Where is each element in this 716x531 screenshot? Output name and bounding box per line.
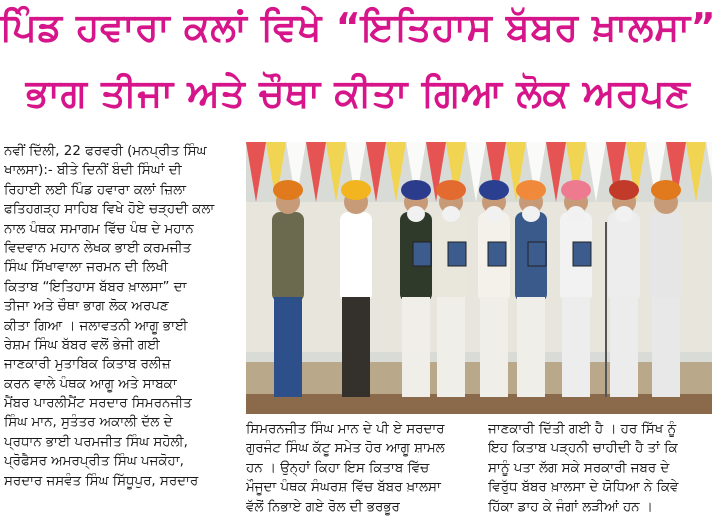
person-beard bbox=[522, 206, 540, 222]
person-legs bbox=[610, 297, 638, 397]
book bbox=[413, 242, 431, 266]
person-legs bbox=[652, 297, 680, 397]
article-line: ਹਿੱਕਾ ਡਾਹ ਕੇ ਜੰਗਾਂ ਲੜੀਆਂ ਹਨ । bbox=[488, 499, 653, 515]
article-line: ਖਾਲਸਾ):- ਬੀਤੇ ਦਿਨੀਂ ਬੰਦੀ ਸਿੰਘਾਂ ਦੀ bbox=[4, 163, 182, 179]
article-line: ਪ੍ਰਧਾਨ ਭਾਈ ਪਰਮਜੀਤ ਸਿੰਘ ਸਹੋਲੀ, bbox=[4, 434, 188, 450]
article-line: ਸਾਨੂੰ ਪਤਾ ਲੱਗ ਸਕੇ ਸਰਕਾਰੀ ਜਬਰ ਦੇ bbox=[488, 460, 670, 476]
article-line: ਮੈਂਬਰ ਪਾਰਲੀਮੈਂਟ ਸਰਦਾਰ ਸਿਮਰਨਜੀਤ bbox=[4, 396, 192, 412]
article-line: ਵਿਦਵਾਨ ਮਹਾਨ ਲੇਖਕ ਭਾਈ ਕਰਮਜੀਤ bbox=[4, 240, 192, 256]
person-beard bbox=[615, 206, 633, 222]
article-column-middle bbox=[246, 420, 480, 517]
book bbox=[528, 242, 546, 266]
person-turban bbox=[561, 180, 591, 200]
article-line: ਤੀਜਾ ਅਤੇ ਚੌਥਾ ਭਾਗ ਲੋਕ ਅਰਪਣ bbox=[4, 299, 169, 315]
article-line: ਵਿਰੁੱਧ ਬੱਬਰ ਖ਼ਾਲਸਾ ਦੇ ਯੋਧਿਆ ਨੇ ਕਿਵੇ bbox=[488, 480, 679, 496]
article-line: ਇਹ ਕਿਤਾਬ ਪੜ੍ਹਨੀ ਚਾਹੀਦੀ ਹੈ ਤਾਂ ਕਿ bbox=[488, 441, 678, 457]
person-legs bbox=[274, 297, 302, 397]
person-turban bbox=[273, 180, 303, 200]
person-turban bbox=[516, 180, 546, 200]
news-photo bbox=[246, 142, 712, 414]
stage-edge bbox=[246, 394, 712, 414]
article-line: ਸਰਦਾਰ ਜਸਵੰਤ ਸਿੰਘ ਸਿੱਧੂਪੁਰ, ਸਰਦਾਰ bbox=[4, 473, 199, 489]
person-legs bbox=[562, 297, 590, 397]
article-line: ਜਾਣਕਾਰੀ ਦਿੱਤੀ ਗਈ ਹੈ । ਹਰ ਸਿੱਖ ਨੂੰ bbox=[488, 422, 677, 437]
article-line: ਗੁਰਜੰਟ ਸਿੰਘ ਕੱਟੂ ਸਮੇਤ ਹੋਰ ਆਗੂ ਸ਼ਾਮਲ bbox=[246, 441, 445, 457]
person-turban bbox=[609, 180, 639, 200]
article-line: ਸਿਮਰਨਜੀਤ ਸਿੰਘ ਮਾਨ ਦੇ ਪੀ ਏ ਸਰਦਾਰ bbox=[246, 422, 445, 437]
article-column-left bbox=[4, 142, 238, 491]
article-line: ਰੇਸ਼ਮ ਸਿੰਘ ਬੱਬਰ ਵਲੋਂ ਭੇਜੀ ਗਈ bbox=[4, 337, 160, 353]
article-line: ਕਰਨ ਵਾਲੇ ਪੰਥਕ ਆਗੂ ਅਤੇ ਸਾਬਕਾ bbox=[4, 376, 177, 392]
person-beard bbox=[485, 206, 503, 222]
article-line: ਫਤਿਹਗੜ੍ਹ ਸਾਹਿਬ ਵਿਖੇ ਹੋਏ ਚੜ੍ਹਦੀ ਕਲਾ bbox=[4, 202, 215, 218]
person-torso bbox=[340, 212, 372, 302]
article-line: ਹਨ । ਉਨ੍ਹਾਂ ਕਿਹਾ ਇਸ ਕਿਤਾਬ ਵਿੱਚ bbox=[246, 460, 430, 476]
book bbox=[488, 242, 506, 266]
person-turban bbox=[651, 180, 681, 200]
article-line: ਰਿਹਾਈ ਲਈ ਪਿੰਡ ਹਵਾਰਾ ਕਲਾਂ ਜ਼ਿਲਾ bbox=[4, 182, 186, 198]
article-line: ਵੱਲੋਂ ਨਿਭਾਏ ਗਏ ਰੋਲ ਦੀ ਭਰਭੂਰ bbox=[246, 499, 400, 515]
person-torso bbox=[608, 212, 640, 302]
article-line: ਨਾਲ ਪੰਥਕ ਸਮਾਗਮ ਵਿੱਚ ਪੰਥ ਦੇ ਮਹਾਨ bbox=[4, 221, 194, 237]
person-beard bbox=[442, 206, 460, 222]
person-legs bbox=[342, 297, 370, 397]
article-line: ਜਾਣਕਾਰੀ ਮੁਤਾਬਿਕ ਕਿਤਾਬ ਰਲੀਜ਼ bbox=[4, 357, 171, 373]
article-line: ਪ੍ਰੋਫੈਸਰ ਅਮਰਪ੍ਰੀਤ ਸਿੰਘ ਪਜਕੋਹਾ, bbox=[4, 454, 184, 470]
article-line: ਸਿੰਘ ਸਿੱਖਾਵਾਲਾ ਜਰਮਨ ਦੀ ਲਿਖੀ bbox=[4, 260, 168, 276]
person-torso bbox=[272, 212, 304, 302]
headline-line-1: ਪਿੰਡ ਹਵਾਰਾ ਕਲਾਂ ਵਿਖੇ “ਇਤਿਹਾਸ ਬੱਬਰ ਖ਼ਾਲਸਾ” bbox=[0, 5, 716, 49]
person-turban bbox=[401, 180, 431, 200]
headline-line-2: ਭਾਗ ਤੀਜਾ ਅਤੇ ਚੌਥਾ ਕੀਤਾ ਗਿਆ ਲੋਕ ਅਰਪਣ bbox=[25, 71, 691, 115]
book bbox=[448, 242, 466, 266]
person-torso bbox=[650, 212, 682, 302]
article-line: ਕਿਤਾਬ “ਇਤਿਹਾਸ ਬੱਬਰ ਖ਼ਾਲਸਾ” ਦਾ bbox=[4, 279, 187, 295]
person-turban bbox=[436, 180, 466, 200]
article-line: ਕੀਤਾ ਗਿਆ । ਜਲਾਵਤਨੀ ਆਗੂ ਭਾਈ bbox=[4, 318, 188, 334]
person-turban bbox=[341, 180, 371, 200]
person-legs bbox=[437, 297, 465, 397]
person-legs bbox=[480, 297, 508, 397]
article-line: ਨਵੀਂ ਦਿੱਲੀ, 22 ਫਰਵਰੀ (ਮਨਪ੍ਰੀਤ ਸਿੰਘ bbox=[4, 144, 207, 159]
person-beard bbox=[407, 206, 425, 222]
person-legs bbox=[517, 297, 545, 397]
person-turban bbox=[479, 180, 509, 200]
article-column-right bbox=[488, 420, 712, 517]
article-line: ਸਿੰਘ ਮਾਨ, ਸੁਤੰਤਰ ਅਕਾਲੀ ਦੱਲ ਦੇ bbox=[4, 415, 173, 431]
book bbox=[573, 242, 591, 266]
person-legs bbox=[402, 297, 430, 397]
article-line: ਮੌਜੂਦਾ ਪੰਥਕ ਸੰਘਰਸ਼ ਵਿੱਚ ਬੱਬਰ ਖ਼ਾਲਸਾ bbox=[246, 480, 441, 496]
book-release-photo bbox=[246, 142, 712, 414]
person-beard bbox=[567, 206, 585, 222]
